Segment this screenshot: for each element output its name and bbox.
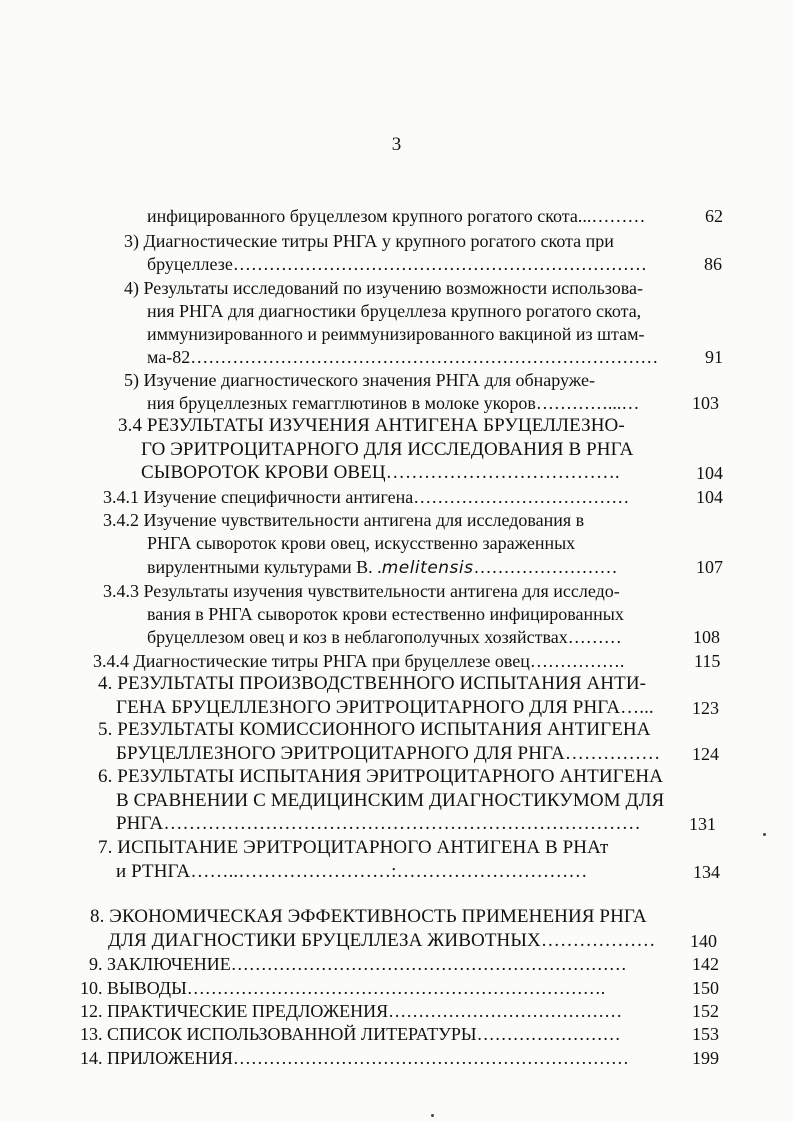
scan-speck: [763, 833, 766, 836]
toc-entry-text: 5) Изучение диагностического значения РНГА для обнаруже-: [124, 370, 595, 390]
toc-section-heading: 5. РЕЗУЛЬТАТЫ КОМИССИОННОГО ИСПЫТАНИЯ АНТИГЕНА: [98, 719, 651, 740]
toc-section-heading: и РТНГА……..……………………:…………………………: [116, 861, 588, 882]
toc-entry-page: 62: [705, 206, 723, 226]
toc-entry-page: 150: [692, 978, 719, 998]
toc-entry-page: 134: [693, 862, 720, 882]
toc-entry-text: 12. ПРАКТИЧЕСКИЕ ПРЕДЛОЖЕНИЯ…………………………………: [80, 1001, 623, 1021]
toc-entry-text: РНГА сывороток крови овец, искусственно зараженных: [147, 533, 576, 553]
toc-entry-text: иммунизированного и реиммунизированного вакциной из штам-: [147, 324, 645, 344]
toc-entry-text: 3.4.3 Результаты изучения чувствительности антигена для исследо-: [103, 581, 620, 601]
toc-entry-text: 9. ЗАКЛЮЧЕНИЕ…………………………………………………………: [89, 954, 627, 974]
toc-entry-text: бруцеллезом овец и коз в неблагополучных хозяйствах………: [147, 627, 622, 647]
toc-entry-text: бруцеллезе……………………………………………………………: [147, 254, 647, 274]
toc-entry-page: 152: [692, 1001, 719, 1021]
scan-speck: [431, 1114, 434, 1117]
toc-entry-page: 107: [696, 557, 723, 577]
toc-section-heading: СЫВОРОТОК КРОВИ ОВЕЦ……………………………….: [141, 462, 620, 483]
toc-entry-text: [147, 556, 618, 579]
toc-entry-text: 3.4.4 Диагностические титры РНГА при бруцеллезе овец…………….: [93, 651, 625, 671]
toc-section-heading: ДЛЯ ДИАГНОСТИКИ БРУЦЕЛЛЕЗА ЖИВОТНЫХ………………: [108, 930, 656, 951]
toc-entry-page: 91: [705, 347, 723, 367]
toc-entry-leader: ……………………: [473, 557, 618, 577]
handwritten-annotation: melitensis: [381, 558, 474, 578]
toc-entry-text: 3.4.2 Изучение чувствительности антигена для исследования в: [103, 510, 585, 530]
toc-entry-page: 199: [692, 1048, 719, 1068]
toc-entry-text: вания в РНГА сывороток крови естественно инфицированных: [147, 604, 624, 624]
toc-entry-page: 108: [693, 627, 720, 647]
toc-entry-page: 104: [696, 463, 723, 483]
toc-entry-text: 10. ВЫВОДЫ…………………………………………………………….: [80, 978, 606, 998]
toc-entry-text: 3) Диагностические титры РНГА у крупного рогатого скота при: [124, 231, 614, 251]
toc-entry-text: ния РНГА для диагностики бруцеллеза крупного рогатого скота,: [147, 301, 642, 321]
page-number: 3: [391, 134, 402, 155]
toc-entry-page: 142: [692, 954, 719, 974]
toc-section-heading: 7. ИСПЫТАНИЕ ЭРИТРОЦИТАРНОГО АНТИГЕНА В РНАт: [98, 837, 609, 858]
toc-entry-text: ма-82……………………………………………………………………: [147, 347, 659, 367]
toc-section-heading: В СРАВНЕНИИ С МЕДИЦИНСКИМ ДИАГНОСТИКУМОМ ДЛЯ: [116, 790, 665, 811]
toc-section-heading: 3.4 РЕЗУЛЬТАТЫ ИЗУЧЕНИЯ АНТИГЕНА БРУЦЕЛЛЕЗНО-: [118, 415, 625, 436]
toc-entry-text: 4) Результаты исследований по изучению возможности использова-: [124, 278, 644, 298]
toc-entry-text: 14. ПРИЛОЖЕНИЯ…………………………………………………………: [80, 1048, 629, 1068]
toc-entry-page: 103: [692, 393, 719, 413]
toc-section-heading: 4. РЕЗУЛЬТАТЫ ПРОИЗВОДСТВЕННОГО ИСПЫТАНИЯ АНТИ-: [98, 673, 647, 694]
toc-entry-text-part: вирулентными культурами B. .: [147, 557, 382, 577]
toc-entry-page: 153: [692, 1024, 719, 1044]
toc-entry-page: 123: [692, 698, 719, 718]
toc-section-heading: ГЕНА БРУЦЕЛЛЕЗНОГО ЭРИТРОЦИТАРНОГО ДЛЯ РНГА…...: [116, 697, 654, 718]
toc-section-heading: БРУЦЕЛЛЕЗНОГО ЭРИТРОЦИТАРНОГО ДЛЯ РНГА……………: [116, 743, 661, 764]
toc-entry-page: 86: [704, 254, 722, 274]
toc-section-heading: 8. ЭКОНОМИЧЕСКАЯ ЭФФЕКТИВНОСТЬ ПРИМЕНЕНИЯ РНГА: [90, 906, 647, 927]
toc-entry-page: 104: [696, 487, 723, 507]
toc-entry-page: 124: [692, 744, 719, 764]
toc-entry-text: ния бруцеллезных гемагглютинов в молоке укоров…………...…: [147, 393, 640, 413]
toc-section-heading: 6. РЕЗУЛЬТАТЫ ИСПЫТАНИЯ ЭРИТРОЦИТАРНОГО АНТИГЕНА: [98, 766, 664, 787]
toc-section-heading: ГО ЭРИТРОЦИТАРНОГО ДЛЯ ИССЛЕДОВАНИЯ В РНГА: [141, 439, 634, 460]
toc-entry-page: 115: [694, 651, 721, 671]
toc-entry-text: 13. СПИСОК ИСПОЛЬЗОВАННОЙ ЛИТЕРАТУРЫ……………………: [80, 1024, 621, 1044]
toc-entry-page: 140: [690, 931, 717, 951]
toc-entry-text: инфицированного бруцеллезом крупного рогатого скота...………: [147, 206, 646, 226]
toc-section-heading: РНГА…………………………………………………………………: [116, 813, 641, 834]
toc-entry-page: 131: [689, 814, 716, 834]
toc-entry-text: 3.4.1 Изучение специфичности антигена………………………………: [103, 487, 630, 507]
